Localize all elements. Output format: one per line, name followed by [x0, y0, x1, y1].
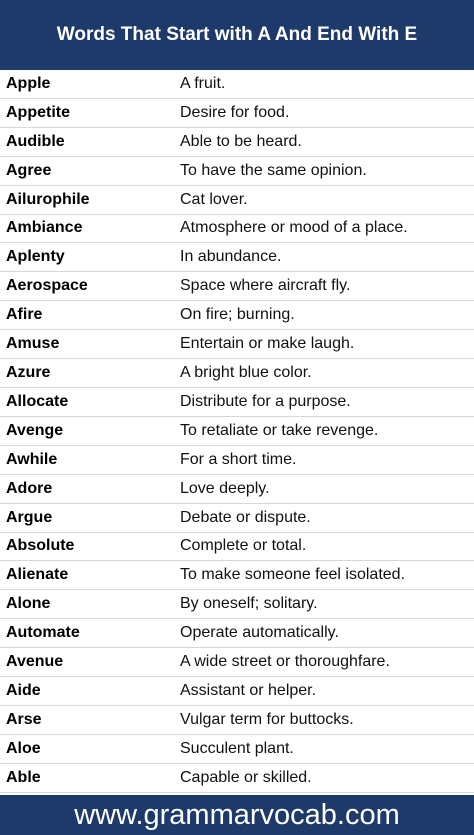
- table-row: [0, 215, 474, 244]
- word-cell: Aide: [6, 681, 41, 699]
- word-cell: Adore: [6, 479, 53, 497]
- word-cell: Avenge: [6, 421, 64, 439]
- page-title: Words That Start with A And End With E: [56, 24, 418, 45]
- table-row: [0, 735, 474, 764]
- word-cell: Afire: [6, 306, 43, 324]
- table-row: [0, 330, 474, 359]
- word-cell: Able: [6, 768, 41, 786]
- word-cell: Argue: [6, 508, 53, 526]
- word-cell: Absolute: [6, 537, 75, 555]
- word-cell: Audible: [6, 132, 65, 150]
- word-cell: Allocate: [6, 392, 69, 410]
- table-row: [0, 388, 474, 417]
- meaning-cell: To have the same opinion.: [180, 161, 367, 179]
- meaning-cell: In abundance.: [180, 248, 282, 266]
- table-row: [0, 446, 474, 475]
- word-cell: Arse: [6, 710, 42, 728]
- table-row: [0, 243, 474, 272]
- word-cell: Aerospace: [6, 277, 88, 295]
- table-row: [0, 648, 474, 677]
- word-cell: Aloe: [6, 739, 41, 757]
- table-row: [0, 504, 474, 533]
- word-table: [0, 70, 474, 793]
- word-cell: Apple: [6, 74, 51, 92]
- meaning-cell: A bright blue color.: [180, 364, 312, 382]
- meaning-cell: By oneself; solitary.: [180, 595, 318, 613]
- table-row: [0, 417, 474, 446]
- word-cell: Avenue: [6, 653, 64, 671]
- meaning-cell: A fruit.: [180, 74, 226, 92]
- table-row: [0, 677, 474, 706]
- table-row: [0, 157, 474, 186]
- meaning-cell: Succulent plant.: [180, 739, 294, 757]
- word-cell: Awhile: [6, 450, 58, 468]
- meaning-cell: To retaliate or take revenge.: [180, 421, 379, 439]
- table-row: [0, 706, 474, 735]
- meaning-cell: Operate automatically.: [180, 624, 339, 642]
- table-row: [0, 533, 474, 562]
- table-row: [0, 619, 474, 648]
- website-url: www.grammarvocab.com: [74, 798, 400, 831]
- meaning-cell: A wide street or thoroughfare.: [180, 653, 390, 671]
- word-cell: Appetite: [6, 103, 70, 121]
- table-row: [0, 99, 474, 128]
- table-row: [0, 764, 474, 793]
- meaning-cell: For a short time.: [180, 450, 297, 468]
- meaning-cell: Cat lover.: [180, 190, 248, 208]
- meaning-cell: Capable or skilled.: [180, 768, 312, 786]
- meaning-cell: Distribute for a purpose.: [180, 392, 351, 410]
- page-title-banner: [0, 0, 474, 70]
- meaning-cell: Complete or total.: [180, 537, 307, 555]
- website-banner: [0, 795, 474, 835]
- word-cell: Ambiance: [6, 219, 83, 237]
- table-row: [0, 359, 474, 388]
- meaning-cell: Able to be heard.: [180, 132, 302, 150]
- meaning-cell: To make someone feel isolated.: [180, 566, 406, 584]
- meaning-cell: Debate or dispute.: [180, 508, 311, 526]
- word-cell: Alienate: [6, 566, 69, 584]
- table-row: [0, 301, 474, 330]
- meaning-cell: Vulgar term for buttocks.: [180, 710, 354, 728]
- table-row: [0, 272, 474, 301]
- table-row: [0, 561, 474, 590]
- meaning-cell: On fire; burning.: [180, 306, 295, 324]
- table-row: [0, 475, 474, 504]
- word-cell: Aplenty: [6, 248, 65, 266]
- word-cell: Automate: [6, 624, 80, 642]
- table-row: [0, 186, 474, 215]
- meaning-cell: Entertain or make laugh.: [180, 335, 355, 353]
- meaning-cell: Love deeply.: [180, 479, 270, 497]
- meaning-cell: Desire for food.: [180, 103, 290, 121]
- word-cell: Amuse: [6, 335, 60, 353]
- meaning-cell: Atmosphere or mood of a place.: [180, 219, 408, 237]
- table-row: [0, 70, 474, 99]
- word-cell: Agree: [6, 161, 52, 179]
- word-cell: Azure: [6, 364, 51, 382]
- table-row: [0, 590, 474, 619]
- meaning-cell: Space where aircraft fly.: [180, 277, 351, 295]
- meaning-cell: Assistant or helper.: [180, 681, 317, 699]
- word-cell: Ailurophile: [6, 190, 90, 208]
- word-cell: Alone: [6, 595, 51, 613]
- table-row: [0, 128, 474, 157]
